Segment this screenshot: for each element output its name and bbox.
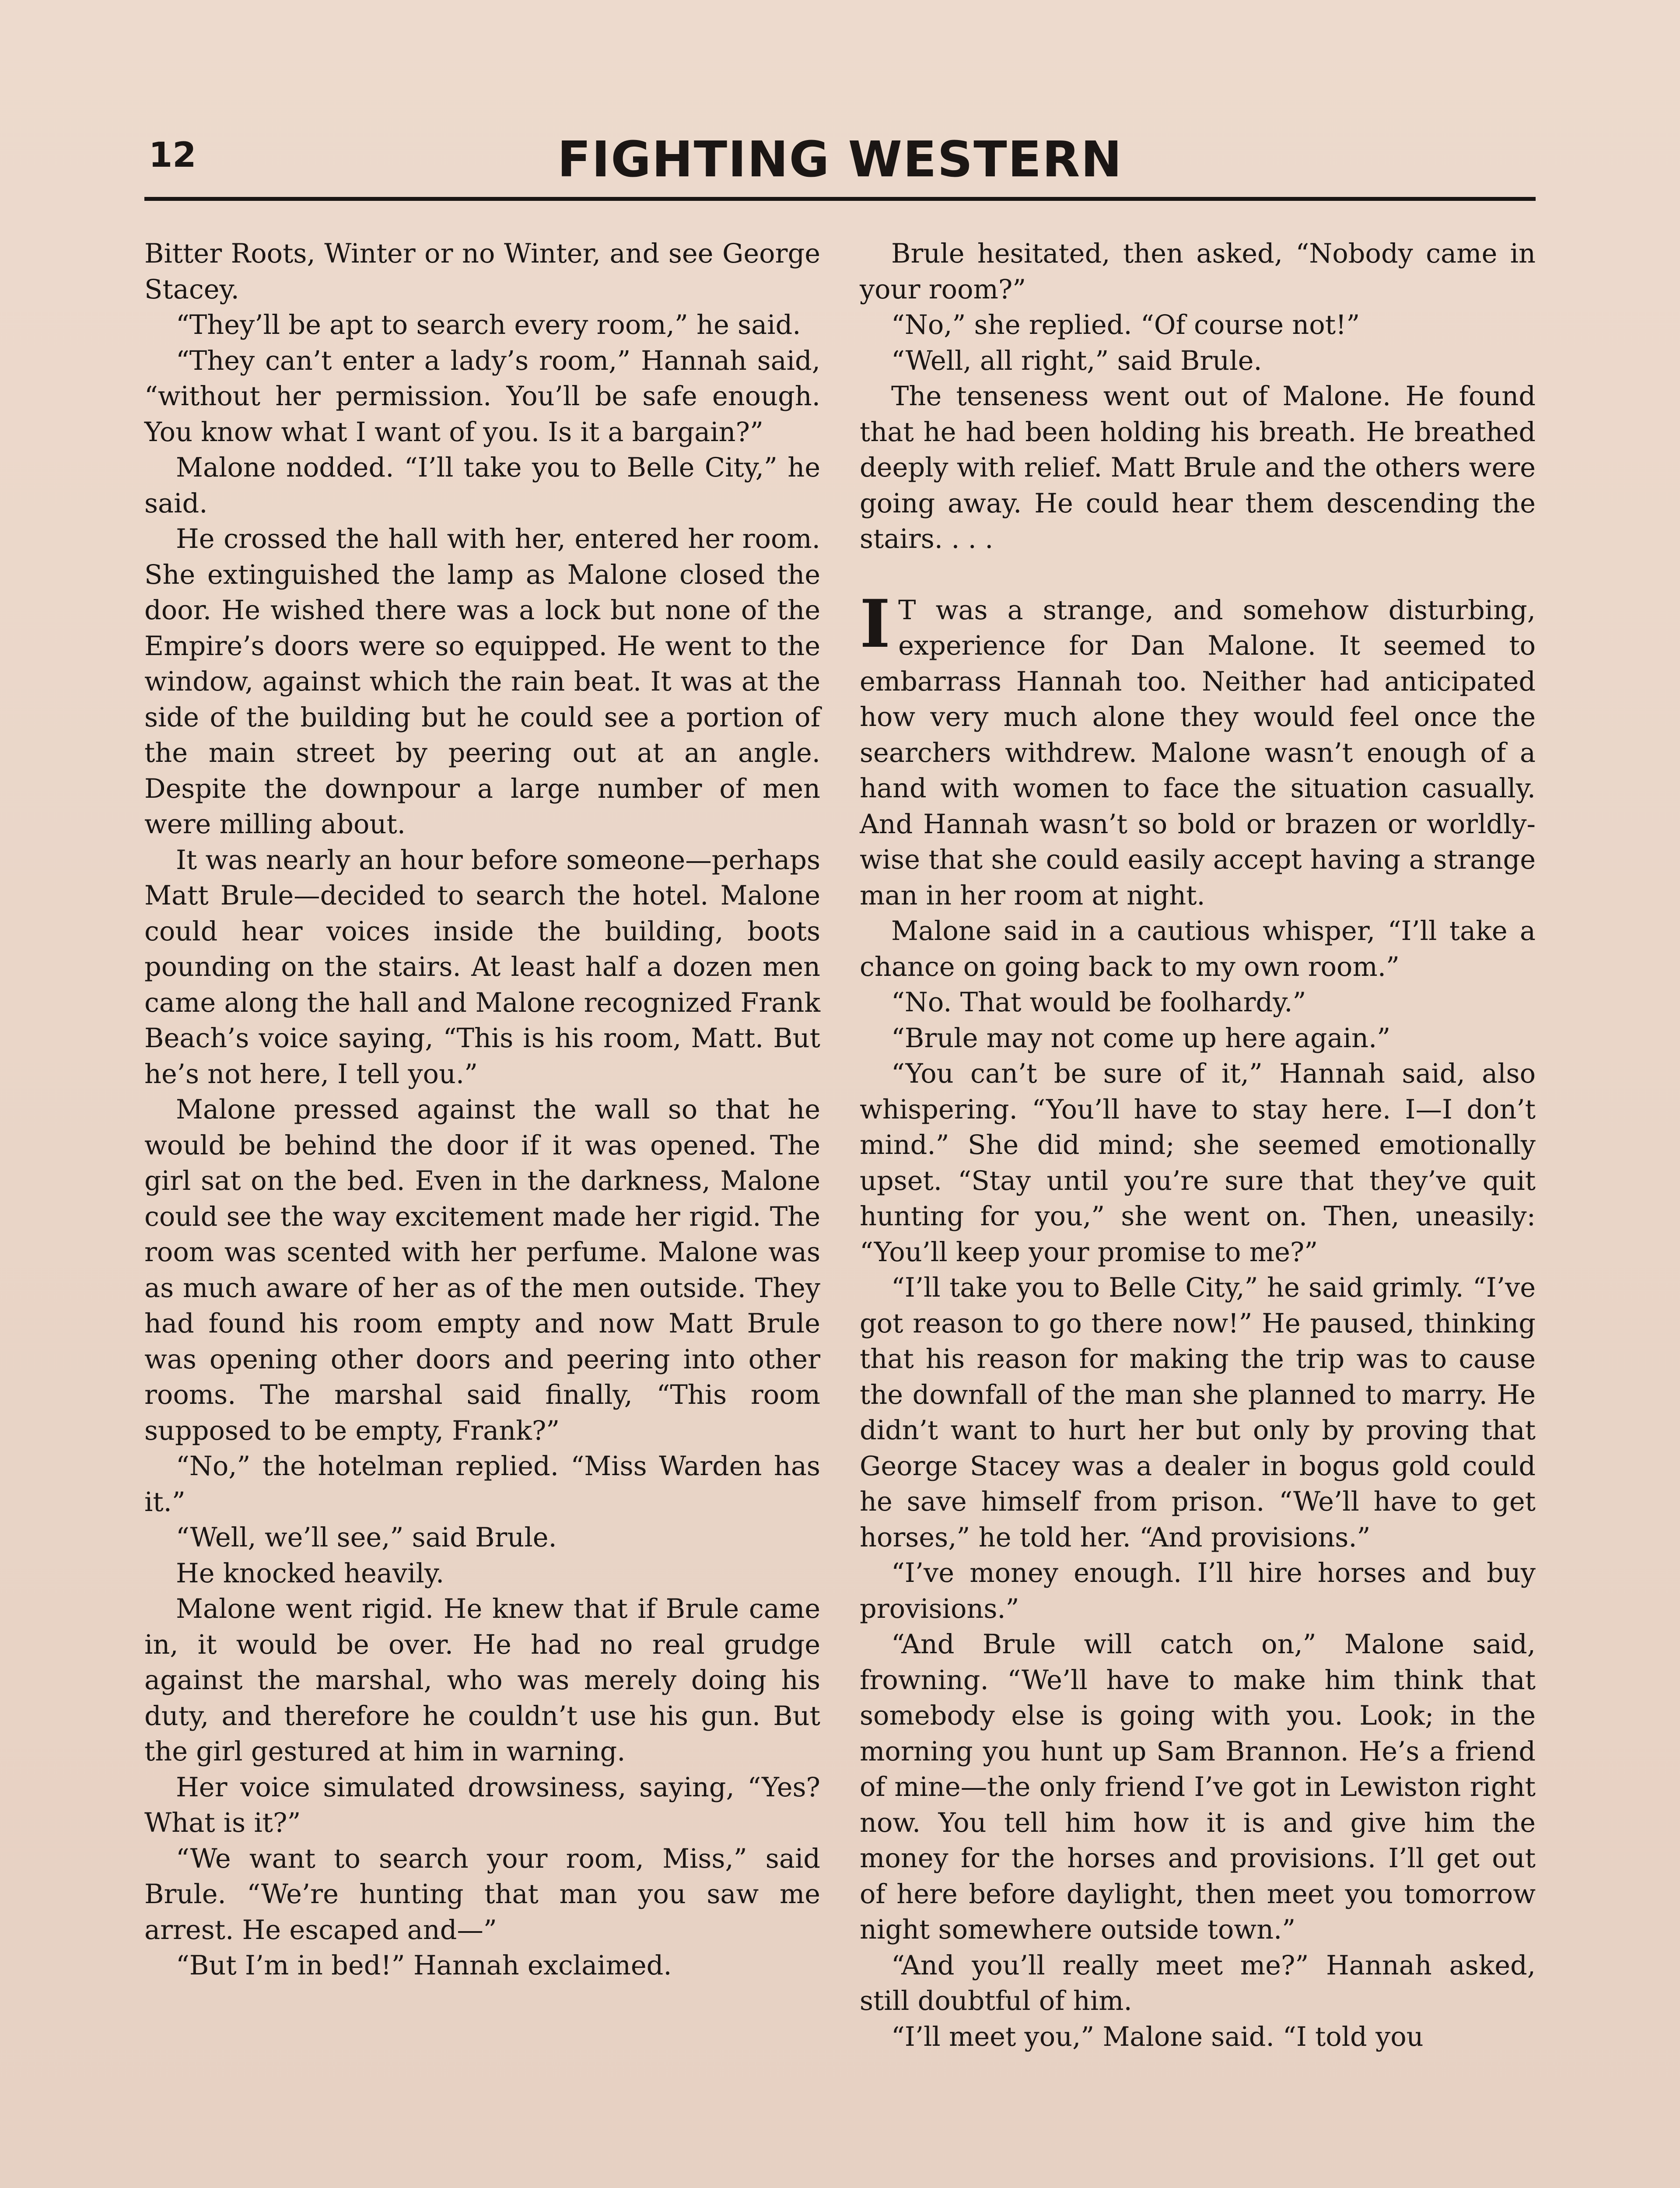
paragraph: “Well, we’ll see,” said Brule. xyxy=(176,1522,557,1553)
paragraph: Her voice simulated drowsiness, saying, “Yes? What is it?” xyxy=(144,1772,820,1838)
paragraph: “No. That would be foolhardy.” xyxy=(891,987,1306,1018)
page-header xyxy=(144,127,1536,201)
paragraph: It was nearly an hour before someone—perhaps Matt Brule—decided to search the hotel. Malone could hear voices inside the building, boots pounding on the stairs. At least half a dozen men came along the hall and Malone recognized Frank Beach’s voice saying, “This is his room, Matt. But he’s not here, I tell you.” xyxy=(144,845,820,1090)
paragraph: “I’ve money enough. I’ll hire horses and buy provisions.” xyxy=(860,1558,1536,1624)
paragraph: “They’ll be apt to search every room,” he said. xyxy=(176,310,801,340)
paragraph: Malone pressed against the wall so that he would be behind the door if it was opened. The girl sat on the bed. Even in the darkness, Malone could see the way excitement made her rigid. The room was scented with her perfume. Malone was as much aware of her as of the men outside. They had found his room empty and now Matt Brule was opening other doors and peering into other rooms. The marshal said finally, “This room supposed to be empty, Frank?” xyxy=(144,1094,820,1446)
paragraph: “And you’ll really meet me?” Hannah asked, still doubtful of him. xyxy=(860,1950,1536,2016)
page-number: 12 xyxy=(149,136,196,175)
paragraph: Malone said in a cautious whisper, “I’ll take a chance on going back to my own room.” xyxy=(860,916,1536,982)
paragraph: The tenseness went out of Malone. He found that he had been holding his breath. He breathed deeply with relief. Matt Brule and the others were going away. He could hear them descending the stairs. . . . xyxy=(860,381,1536,554)
paragraph: He knocked heavily. xyxy=(176,1558,444,1589)
paragraph: Malone nodded. “I’ll take you to Belle City,” he said. xyxy=(144,452,820,519)
section-opening-paragraph xyxy=(860,585,1536,914)
paragraph: Brule hesitated, then asked, “Nobody came in your room?” xyxy=(860,238,1536,305)
paragraph: “You can’t be sure of it,” Hannah said, also whispering. “You’ll have to stay here. I—I don’t mind.” She did mind; she seemed emotionally upset. “Stay until you’re sure that they’ve quit hunting for you,” she went on. Then, uneasily: “You’ll keep your promise to me?” xyxy=(860,1059,1536,1268)
paragraph: Bitter Roots, Winter or no Winter, and see George Stacey. xyxy=(144,238,820,305)
paragraph: “Well, all right,” said Brule. xyxy=(891,345,1262,376)
paragraph: “I’ll take you to Belle City,” he said grimly. “I’ve got reason to go there now!” He paused, thinking that his reason for making the trip was to cause the downfall of the man she planned to marry. He didn’t want to hurt her but only by proving that George Stacey was a dealer in bogus gold could he save himself from prison. “We’ll have to get horses,” he told her. “And provisions.” xyxy=(860,1273,1536,1553)
paragraph: “But I’m in bed!” Hannah exclaimed. xyxy=(176,1950,672,1981)
drop-cap: I xyxy=(860,585,891,663)
header-rule xyxy=(144,197,1536,201)
paragraph: “And Brule will catch on,” Malone said, frowning. “We’ll have to make him think that somebody else is going with you. Look; in the morning you hunt up Sam Brannon. He’s a friend of mine—the only friend I’ve got in Lewiston right now. You tell him how it is and give him the money for the horses and provisions. I’ll get out of here before daylight, then meet you tomorrow night somewhere outside town.” xyxy=(860,1629,1536,1945)
paragraph: “No,” the hotelman replied. “Miss Warden has it.” xyxy=(144,1451,820,1518)
paragraph: “Brule may not come up here again.” xyxy=(891,1023,1391,1054)
running-title: FIGHTING WESTERN xyxy=(557,131,1123,188)
right-column xyxy=(860,236,1536,2055)
paragraph: “I’ll meet you,” Malone said. “I told you xyxy=(891,2021,1424,2052)
paragraph: Malone went rigid. He knew that if Brule came in, it would be over. He had no real grudge against the marshal, who was merely doing his duty, and therefore he couldn’t use his gun. But the girl gestured at him in warning. xyxy=(144,1594,820,1767)
paragraph: He crossed the hall with her, entered her room. She extinguished the lamp as Malone closed the door. He wished there was a lock but none of the Empire’s doors were so equipped. He went to the window, against which the rain beat. It was at the side of the building but he could see a portion of the main street by peering out at an angle. Despite the downpour a large number of men were milling about. xyxy=(144,524,820,840)
left-column xyxy=(144,236,820,1984)
paragraph: “We want to search your room, Miss,” said Brule. “We’re hunting that man you saw me arrest. He escaped and—” xyxy=(144,1843,820,1946)
section-opening-text: T was a strange, and somehow disturbing, experience for Dan Malone. It seemed to embarrass Hannah too. Neither had anticipated how very much alone they would feel once the searchers withdrew. Malone wasn’t enough of a hand with women to face the situation casually. And Hannah wasn’t so bold or brazen or worldly-wise that she could easily accept having a strange man in her room at night. xyxy=(860,595,1536,911)
paragraph: “They can’t enter a lady’s room,” Hannah said, “without her permission. You’ll be safe enough. You know what I want of you. Is it a bargain?” xyxy=(144,345,820,448)
paragraph: “No,” she replied. “Of course not!” xyxy=(891,310,1360,340)
